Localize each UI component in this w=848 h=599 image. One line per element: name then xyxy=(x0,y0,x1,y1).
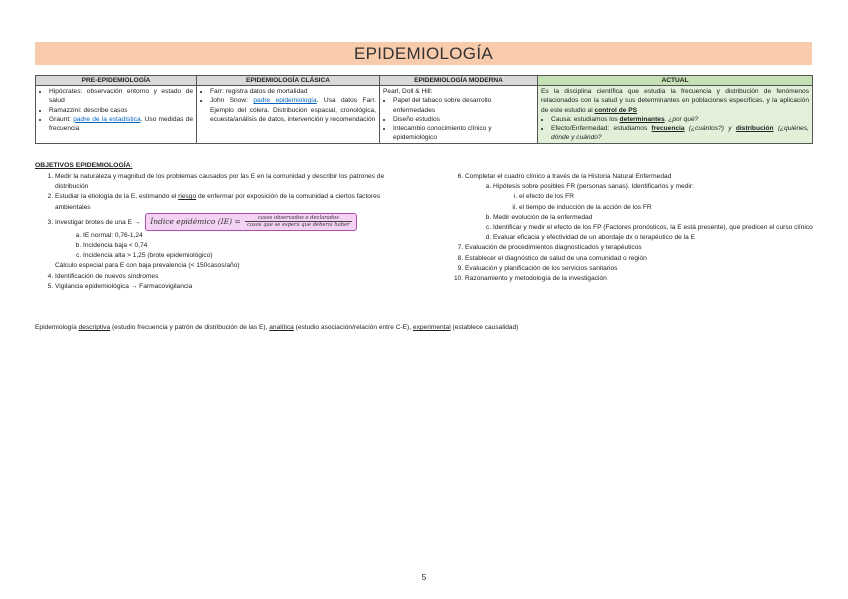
list-item: • John Snow: padre epidemiología. Usa datos Farr. Ejemplo del cólera. Distribución espacial, cronológica, ecuesta/análisis de datos, intervención y recomendación xyxy=(210,96,376,124)
list-item: d. Evaluar eficacia y efectividad de un abordaje dx o terapéutico de la E xyxy=(493,233,815,243)
list-item: • Diseño estudios xyxy=(393,115,534,124)
list-item: • Hipócrates: observación entorno y estado de salud xyxy=(49,87,193,105)
list-item: • Graunt: padre de la estadística. Uso medidas de frecuencia xyxy=(49,115,193,133)
objetivos-right-column xyxy=(445,172,815,284)
list-item: ii. el tiempo de inducción de la acción de los FR xyxy=(519,203,815,213)
list-item: 3. Investigar brotes de una E → Índice epidémico (IE) = $\frac{\text{casos observados o declarados}}{\text{casos que se espera que debería haber}}$ a. IE normal: 0,76-1,24 b. Incidencia baja < 0,74 c. Incidencia alta > 1,25 (brote epidemiológico) xyxy=(55,213,410,262)
list-item: 4. Identificación de nuevos síndromes xyxy=(55,272,410,282)
list-item: • Intecambio conocimiento clínico y epidemiológico xyxy=(393,124,534,142)
moderna-intro: Pearl, Doll & Hill: xyxy=(383,88,433,96)
calculo-especial: Cálculo especial para E con baja prevalencia (< 150casos/año) xyxy=(55,262,240,270)
list-item: • Farr: registra datos de mortalidad xyxy=(210,87,376,96)
cell-pre xyxy=(36,86,197,144)
list-item: • Ramazzini: describe casos xyxy=(49,106,193,115)
list-item: i. el efecto de los FR xyxy=(519,192,815,202)
epidemiology-history-table xyxy=(35,75,813,144)
objetivos-title: OBJETIVOS EPIDEMIOLOGÍA: xyxy=(35,162,133,169)
list-item: 5. Vigilancia epidemiológica → Farmacovigilancia xyxy=(55,282,410,292)
cell-clasica xyxy=(197,86,380,144)
cell-moderna xyxy=(380,86,538,144)
cell-actual xyxy=(538,86,813,144)
list-item: • Efecto/Enfermedad: estudiamos frecuencia (¿cuántos?) y distribución (¿quiénes, dónde y cuándo? xyxy=(551,124,809,142)
list-item: 6. Completar el cuadro clínico a través de la Historia Natural Enfermedad a. Hipótesis sobre posibles FR (personas sanas). Identificarlos y medir: i. el efecto de los FR ii. el tiempo de inducción de la acción de los FR b. Medir evolución de la enfermedad c. Identificar y medir el efecto de los FP (Factores pronósticos, la E está presente), que predicen el curso clínico d. Evaluar eficacia y efectividad de un abordaje dx o terapéutico de la E xyxy=(465,172,815,243)
snow-link[interactable]: padre epidemiología xyxy=(253,97,317,105)
header-clasica: EPIDEMIOLOGÍA CLÁSICA xyxy=(197,76,380,86)
table-row xyxy=(36,86,813,144)
list-item: • Papel del tabaco sobre desarrollo enfermedades xyxy=(393,96,534,114)
list-item: a. IE normal: 0,76-1,24 xyxy=(83,231,410,241)
indice-epidemico-formula: Índice epidémico (IE) = $\frac{\text{casos observados o declarados}}{\text{casos que se espera que debería haber}}$ xyxy=(145,213,356,231)
list-item: 9. Evaluación y planificación de los servicios sanitarios xyxy=(465,264,815,274)
page-title: EPIDEMIOLOGÍA xyxy=(354,44,493,63)
header-actual: ACTUAL xyxy=(538,76,813,86)
page-number: 5 xyxy=(421,573,427,582)
header-moderna: EPIDEMIOLOGÍA MODERNA xyxy=(380,76,538,86)
list-item: b. Incidencia baja < 0,74 xyxy=(83,241,410,251)
list-item: b. Medir evolución de la enfermedad xyxy=(493,213,815,223)
list-item: 8. Establecer el diagnóstico de salud de una comunidad o región xyxy=(465,254,815,264)
list-item: • Causa: estudiamos los determinantes. ¿por qué? xyxy=(551,115,809,124)
title-bar xyxy=(35,42,812,65)
list-item: a. Hipótesis sobre posibles FR (personas sanas). Identificarlos y medir: i. el efecto de los FR ii. el tiempo de inducción de la acción de los FR xyxy=(493,182,815,213)
list-item: c. Incidencia alta > 1,25 (brote epidemiológico) xyxy=(83,251,410,261)
actual-definition: Es la disciplina científica que estudia la frecuencia y distribución de fenómenos relacionados con la salud y sus determinantes en poblaciones específicas, y la aplicación de este estudio al control de PS xyxy=(541,88,809,114)
epidemiologia-tipos: Epidemiología descriptiva (estudio frecuencia y patrón de distribución de las E), analítica (estudio asociación/relación entre C-E), experimental (establece causalidad) xyxy=(35,324,519,331)
graunt-link[interactable]: padre de la estadística xyxy=(73,115,141,123)
header-pre: PRE-EPIDEMIOLOGÍA xyxy=(36,76,197,86)
list-item: c. Identificar y medir el efecto de los FP (Factores pronósticos, la E está presente), que predicen el curso clínico xyxy=(493,223,815,233)
objetivos-left-column xyxy=(35,172,410,292)
list-item: 1. Medir la naturaleza y magnitud de los problemas causados por las E en la comunidad y describir los patrones de distribución xyxy=(55,172,410,192)
list-item: 2. Estudiar la etiología de la E, estimando el riesgo de enfermar por exposición de la comunidad a ciertos factores ambientales xyxy=(55,192,410,212)
table-header-row xyxy=(36,76,813,86)
list-item: 10. Razonamiento y metodología de la investigación xyxy=(465,274,815,284)
list-item: 7. Evaluación de procedimientos diagnosticados y terapéuticos xyxy=(465,243,815,253)
